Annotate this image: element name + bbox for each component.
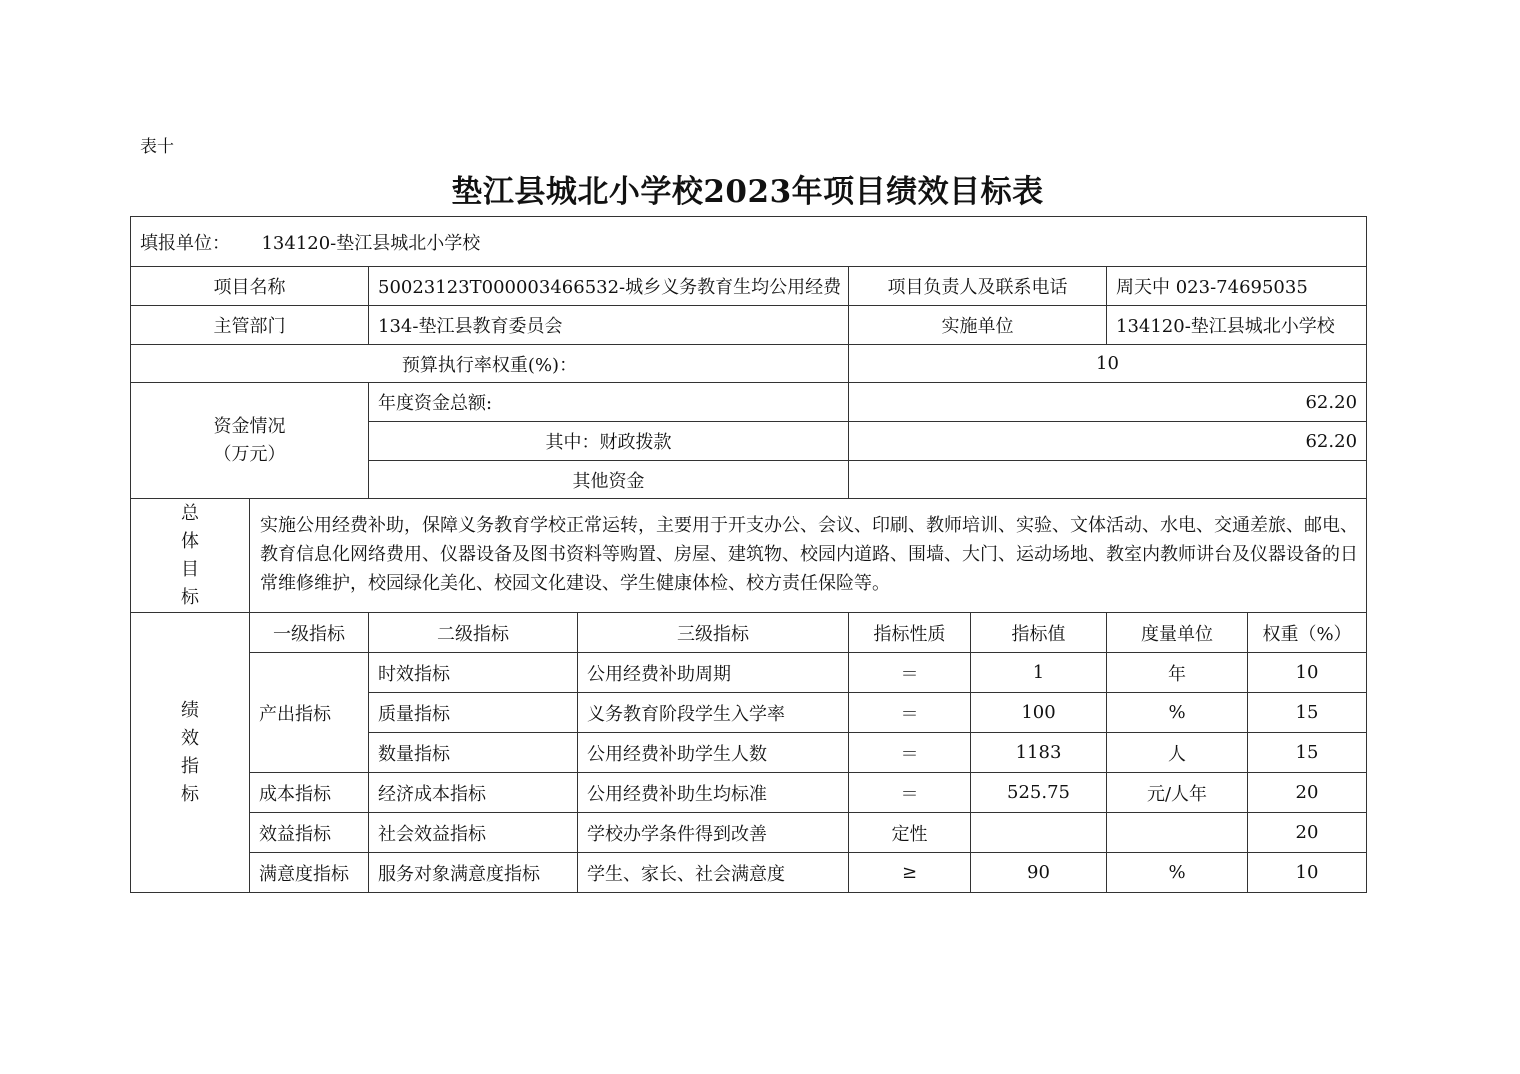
header-value: 指标值 (971, 613, 1107, 653)
nature-cell: ＝ (849, 653, 971, 693)
indicator-row (131, 813, 1367, 853)
department-value: 134-垫江县教育委员会 (369, 306, 849, 345)
performance-indicator-char: 标 (181, 783, 199, 805)
level2-cell: 质量指标 (369, 693, 578, 733)
fund-total-label: 年度资金总额: (369, 383, 849, 422)
reporting-unit-cell (131, 217, 1367, 267)
indicator-row (131, 773, 1367, 813)
level3-cell: 学生、家长、社会满意度 (578, 853, 849, 893)
table-number: 表十 (140, 137, 174, 157)
nature-cell: ＝ (849, 693, 971, 733)
header-nature: 指标性质 (849, 613, 971, 653)
header-level2: 二级指标 (369, 613, 578, 653)
overall-goal-row (131, 499, 1367, 613)
weight-cell: 15 (1248, 733, 1367, 773)
budget-rate-value: 10 (849, 345, 1367, 383)
fund-fiscal-value: 62.20 (849, 422, 1367, 461)
performance-indicator-char: 指 (181, 755, 199, 777)
weight-cell: 10 (1248, 653, 1367, 693)
unit-cell: 年 (1107, 653, 1248, 693)
budget-rate-label: 预算执行率权重(%)： (131, 345, 849, 383)
nature-cell: ＝ (849, 773, 971, 813)
unit-cell: 人 (1107, 733, 1248, 773)
overall-goal-char: 目 (181, 558, 199, 580)
level3-cell: 公用经费补助学生人数 (578, 733, 849, 773)
nature-cell: ＝ (849, 733, 971, 773)
unit-cell: % (1107, 693, 1248, 733)
overall-goal-char: 标 (181, 586, 199, 608)
page-title: 垫江县城北小学校2023年项目绩效目标表 (451, 174, 1044, 210)
performance-indicator-char: 绩 (181, 699, 199, 721)
project-name-label: 项目名称 (131, 267, 369, 306)
fund-situation-label (131, 383, 369, 499)
project-leader-value: 周天中 023-74695035 (1107, 267, 1367, 306)
unit-cell: 元/人年 (1107, 773, 1248, 813)
nature-cell: ≥ (849, 853, 971, 893)
level3-cell: 公用经费补助周期 (578, 653, 849, 693)
reporting-unit-label: 填报单位： (140, 232, 230, 254)
project-name-value: 50023123T000003466532-城乡义务教育生均公用经费 (369, 267, 849, 306)
level2-cell: 经济成本指标 (369, 773, 578, 813)
level1-cell: 满意度指标 (250, 853, 369, 893)
value-cell: 90 (971, 853, 1107, 893)
weight-cell: 20 (1248, 773, 1367, 813)
level1-cell: 成本指标 (250, 773, 369, 813)
project-leader-label: 项目负责人及联系电话 (849, 267, 1107, 306)
weight-cell: 15 (1248, 693, 1367, 733)
fund-total-value: 62.20 (849, 383, 1367, 422)
fund-label-line1: 资金情况 (213, 415, 286, 437)
overall-goal-char: 体 (181, 530, 199, 552)
level2-cell: 时效指标 (369, 653, 578, 693)
fund-other-value (849, 461, 1367, 499)
performance-indicator-label (131, 613, 250, 893)
indicator-header-row (131, 613, 1367, 653)
overall-goal-label (131, 499, 250, 613)
level3-cell: 义务教育阶段学生入学率 (578, 693, 849, 733)
fund-fiscal-label: 其中：财政拨款 (369, 422, 849, 461)
unit-cell (1107, 813, 1248, 853)
level2-cell: 社会效益指标 (369, 813, 578, 853)
nature-cell: 定性 (849, 813, 971, 853)
level1-cell: 效益指标 (250, 813, 369, 853)
weight-cell: 10 (1248, 853, 1367, 893)
value-cell (971, 813, 1107, 853)
project-name-row (131, 267, 1367, 306)
value-cell: 100 (971, 693, 1107, 733)
level3-cell: 学校办学条件得到改善 (578, 813, 849, 853)
indicator-row (131, 653, 1367, 693)
header-level1: 一级指标 (250, 613, 369, 653)
performance-indicator-char: 效 (181, 727, 199, 749)
header-level3: 三级指标 (578, 613, 849, 653)
implementing-unit-value: 134120-垫江县城北小学校 (1107, 306, 1367, 345)
weight-cell: 20 (1248, 813, 1367, 853)
value-cell: 1183 (971, 733, 1107, 773)
indicator-row (131, 853, 1367, 893)
department-label: 主管部门 (131, 306, 369, 345)
implementing-unit-label: 实施单位 (849, 306, 1107, 345)
reporting-unit-row (131, 217, 1367, 267)
fund-label-line2: （万元） (213, 443, 286, 465)
level3-cell: 公用经费补助生均标准 (578, 773, 849, 813)
level2-cell: 数量指标 (369, 733, 578, 773)
overall-goal-text: 实施公用经费补助，保障义务教育学校正常运转，主要用于开支办公、会议、印刷、教师培训、实验、文体活动、水电、交通差旅、邮电、教育信息化网络费用、仪器设备及图书资料等购置、房屋、建筑物、校园内道路、围墙、大门、运动场地、教室内教师讲台及仪器设备的日常维修维护，校园绿化美化、校园文化建设、学生健康体检、校方责任保险等。 (250, 499, 1367, 613)
department-row (131, 306, 1367, 345)
budget-rate-row (131, 345, 1367, 383)
fund-total-row (131, 383, 1367, 422)
level2-cell: 服务对象满意度指标 (369, 853, 578, 893)
unit-cell: % (1107, 853, 1248, 893)
header-unit: 度量单位 (1107, 613, 1248, 653)
header-weight: 权重（%） (1248, 613, 1367, 653)
overall-goal-char: 总 (181, 502, 199, 524)
value-cell: 1 (971, 653, 1107, 693)
reporting-unit-value: 134120-垫江县城北小学校 (261, 232, 481, 254)
fund-other-label: 其他资金 (369, 461, 849, 499)
output-indicator-group: 产出指标 (250, 653, 369, 773)
value-cell: 525.75 (971, 773, 1107, 813)
performance-target-table (130, 216, 1367, 893)
